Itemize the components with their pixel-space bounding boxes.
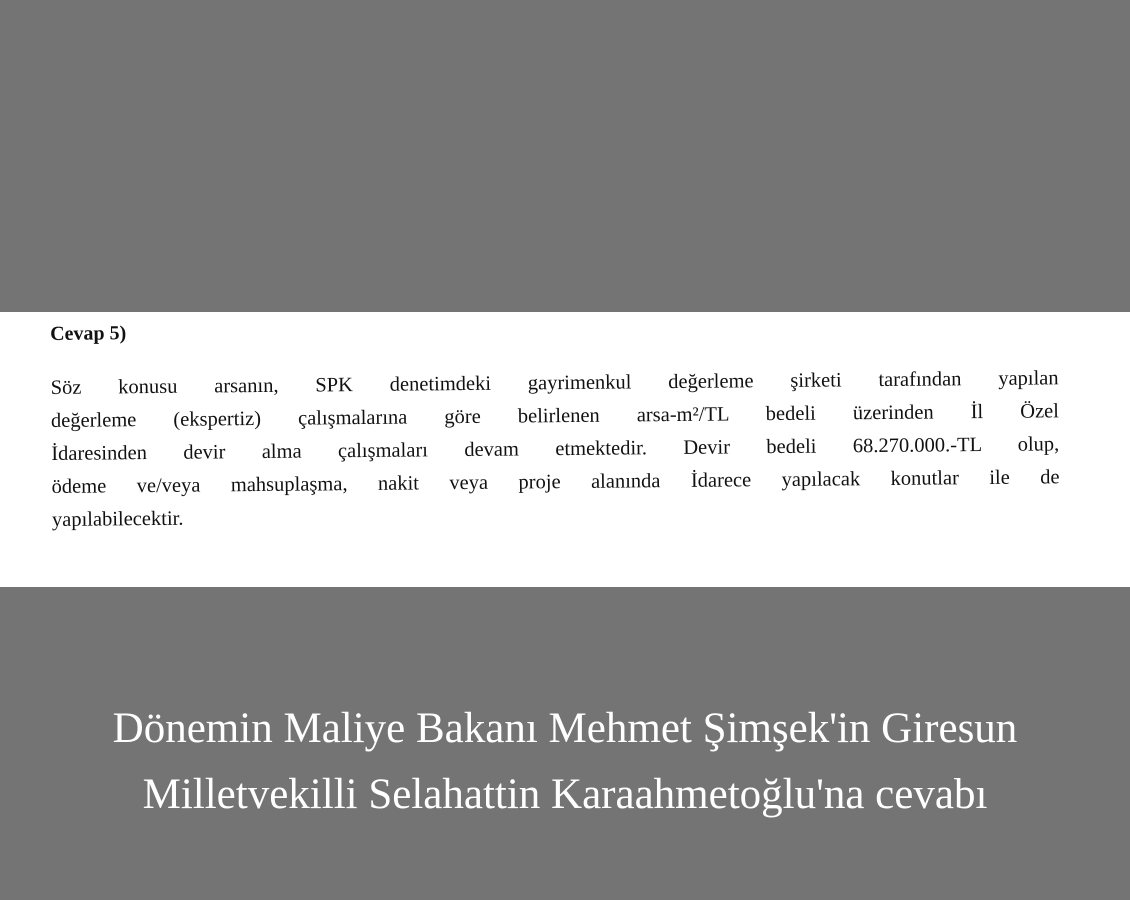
paragraph-line-2: değerleme (ekspertiz) çalışmalarına göre belirlenen arsa-m²/TL bedeli üzerinden İl Özel bbox=[50, 400, 1060, 432]
top-gray-band bbox=[0, 0, 1130, 312]
answer-heading: Cevap 5) bbox=[50, 322, 127, 345]
document-body bbox=[50, 312, 1062, 537]
caption-line-1: Dönemin Maliye Bakanı Mehmet Şimşek'in Giresun bbox=[112, 705, 1018, 752]
paragraph-line-4: ödeme ve/veya mahsuplaşma, nakit veya proje alanında İdarece yapılacak konutlar ile de bbox=[51, 466, 1060, 498]
caption bbox=[0, 696, 1130, 828]
caption-line-2: Milletvekilli Selahattin Karaahmetoğlu'na cevabı bbox=[142, 771, 988, 818]
paragraph-line-1: Söz konusu arsanın, SPK denetimdeki gayrimenkul değerleme şirketi tarafından yapılan bbox=[50, 367, 1059, 399]
paragraph-line-5: yapılabilecektir. bbox=[51, 507, 184, 531]
paragraph-line-3: İdaresinden devir alma çalışmaları devam etmektedir. Devir bedeli 68.270.000.-TL olup, bbox=[51, 433, 1060, 465]
document-excerpt bbox=[0, 312, 1130, 587]
